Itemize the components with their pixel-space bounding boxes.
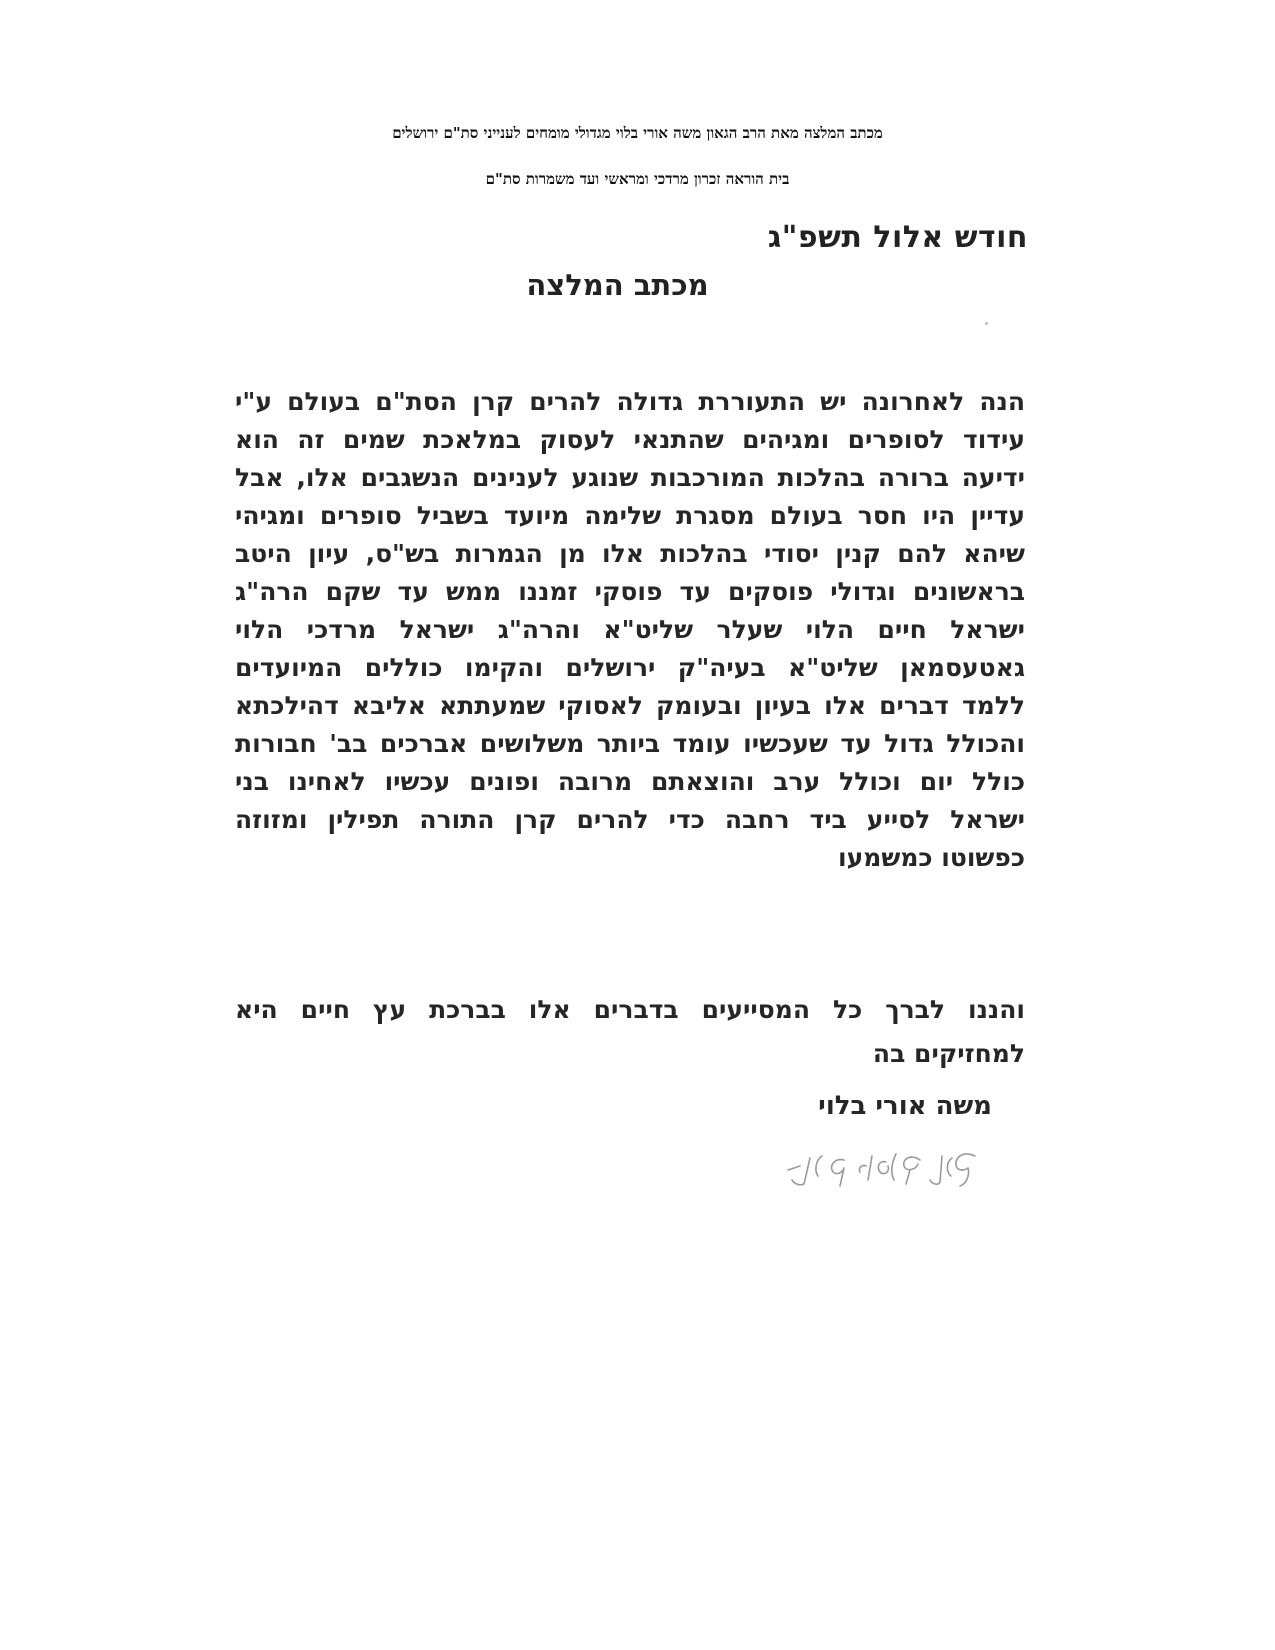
closing-line: למחזיקים בה [872,1039,1025,1068]
body-line: עדיין היו חסר בעולם מסגרת שלימה מיועד בשביל סופרים ומגיהי [235,501,1025,530]
body-line: בראשונים וגדולי פוסקים עד פוסקי זמננו ממש עד שקם הרה"ג [235,577,1025,606]
body-line: שיהא להם קנין יסודי בהלכות אלו מן הגמרות בש"ס, עיון היטב [235,539,1025,568]
handwritten-signature [770,1140,990,1200]
signer-name: משה אורי בלוי [818,1091,992,1121]
body-line: והכולל גדול עד שעכשיו עומד ביותר משלושים אברכים בב' חבורות [235,729,1025,758]
body-line: ידיעה ברורה בהלכות המורכבות שנוגע לענינים הנשגבים אלו, אבל [235,463,1025,492]
body-line: גאטעסמאן שליט"א בעיה"ק ירושלים והקימו כוללים המיועדים [235,653,1025,682]
letter-title: מכתב המלצה [526,268,709,302]
body-line: הנה לאחרונה יש התעוררת גדולה להרים קרן הסת"ם בעולם ע"י [235,387,1025,416]
letter-body [235,383,1025,877]
letter-date: חודש אלול תשפ"ג [767,220,1028,255]
body-line: כולל יום וכולל ערב והוצאתם מרובה ופונים עכשיו לאחינו בני [235,767,1025,796]
body-line: כפשוטו כמשמעו [838,843,1025,872]
body-line: ישראל לסייע ביד רחבה כדי להרים קרן התורה תפילין ומזוזה [235,805,1025,834]
body-line: ללמד דברים אלו בעיון ובעומק לאסוקי שמעתתא אליבא דהילכתא [235,691,1025,720]
header-line-1: מכתב המלצה מאת הרב הגאון משה אורי בלוי מגדולי מומחים לענייני סת"ם ירושלים [392,124,883,142]
body-line: ישראל חיים הלוי שעלר שליט"א והרה"ג ישראל מרדכי הלוי [235,615,1025,644]
letter-closing [235,988,1025,1076]
closing-line: והננו לברך כל המסייעים בדברים אלו בברכת עץ חיים היא [235,995,1025,1024]
header-line-2: בית הוראה זכרון מרדכי ומראשי ועד משמרות סת"ם [485,170,790,188]
scan-speck [985,322,988,325]
body-line: עידוד לסופרים ומגיהים שהתנאי לעסוק במלאכת שמים זה הוא [235,425,1025,454]
